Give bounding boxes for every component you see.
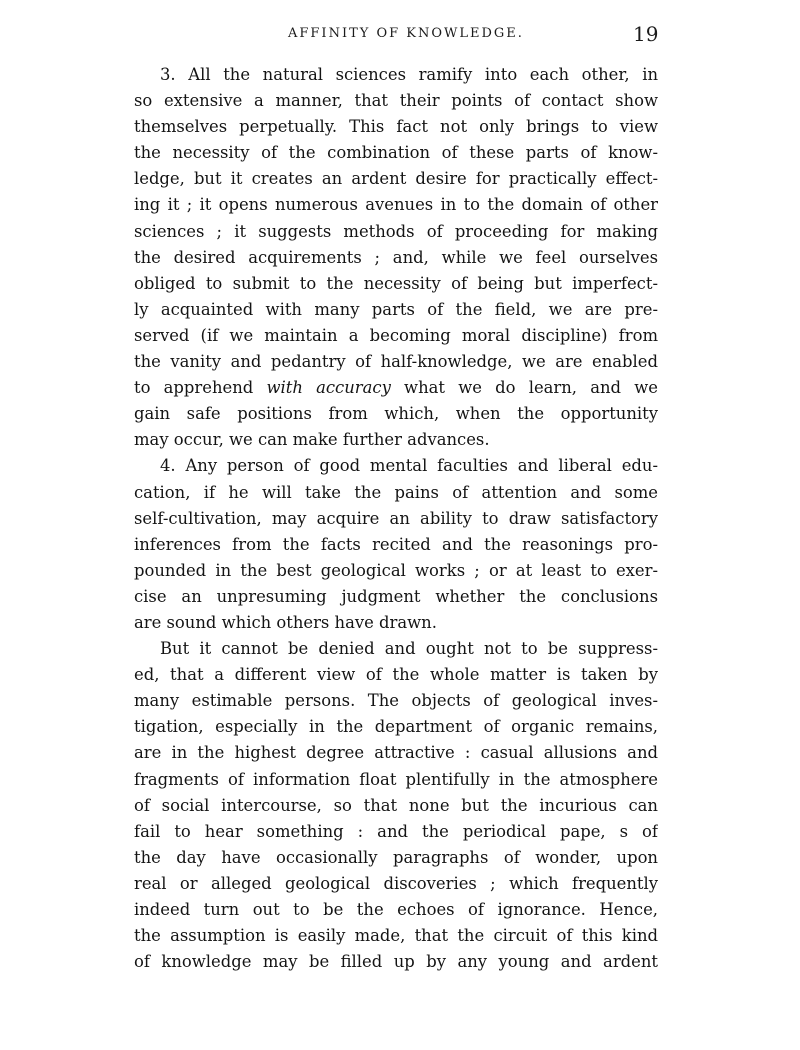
text-line: served (if we maintain a becoming moral discipline) from — [134, 325, 658, 345]
text-line: ledge, but it creates an ardent desire for practically effect- — [134, 169, 658, 189]
text-line: the assumption is easily made, that the circuit of this kind — [134, 926, 658, 946]
text-line: the day have occasionally paragraphs of wonder, upon — [134, 847, 658, 867]
text-run: to apprehend — [134, 378, 267, 398]
text-line: inferences from the facts recited and the reasonings pro- — [134, 534, 658, 554]
text-line: the desired acquirements ; and, while we feel ourselves — [134, 247, 658, 267]
text-line-with-italic — [134, 375, 658, 401]
text-line: are in the highest degree attractive : casual allusions and — [134, 743, 658, 763]
text-line: indeed turn out to be the echoes of ignorance. Hence, — [134, 900, 658, 919]
text-line: many estimable persons. The objects of geological inves- — [134, 691, 658, 711]
paragraph-but — [134, 636, 658, 975]
text-line: real or alleged geological discoveries ; which frequently — [134, 873, 658, 893]
text-line: the vanity and pedantry of half-knowledge, we are enabled — [134, 352, 658, 372]
text-line: the necessity of the combination of these parts of know- — [134, 143, 658, 163]
text-line: of knowledge may be filled up by any young and ardent — [134, 952, 658, 972]
text-line: cation, if he will take the pains of attention and some — [134, 482, 658, 502]
italic-emphasis: with accuracy — [266, 378, 391, 398]
text-line: 4. Any person of good mental faculties and liberal edu- — [160, 456, 658, 476]
paragraph-3 — [134, 62, 658, 453]
text-line: tigation, especially in the department of organic remains, — [134, 717, 658, 737]
text-line: self-cultivation, may acquire an ability to draw satisfactory — [134, 508, 658, 528]
body-text — [134, 62, 658, 975]
running-title: AFFINITY OF KNOWLEDGE. — [288, 26, 524, 41]
text-run: what we do learn, and we — [390, 378, 658, 398]
page-number: 19 — [633, 22, 659, 46]
text-line: are sound which others have drawn. — [134, 612, 437, 632]
text-line: fragments of information float plentifully in the atmosphere — [134, 769, 658, 789]
text-line: But it cannot be denied and ought not to be suppress- — [160, 639, 658, 659]
text-line: ly acquainted with many parts of the field, we are pre- — [134, 299, 658, 319]
text-line: 3. All the natural sciences ramify into each other, in — [160, 65, 658, 84]
paragraph-4 — [134, 453, 658, 636]
text-line: obliged to submit to the necessity of being but imperfect- — [134, 273, 658, 293]
text-line: so extensive a manner, that their points of contact show — [134, 91, 658, 111]
text-line: pounded in the best geological works ; or at least to exer- — [134, 560, 658, 580]
text-line: fail to hear something : and the periodical pape, s of — [134, 821, 658, 841]
text-line: themselves perpetually. This fact not only brings to view — [134, 117, 658, 137]
text-line: may occur, we can make further advances. — [134, 430, 490, 450]
text-line: ed, that a different view of the whole matter is taken by — [134, 665, 658, 685]
text-line: gain safe positions from which, when the opportunity — [134, 404, 658, 424]
text-line: ing it ; it opens numerous avenues in to the domain of other — [134, 195, 658, 215]
text-line: sciences ; it suggests methods of proceeding for making — [134, 221, 658, 241]
text-line: cise an unpresuming judgment whether the conclusions — [134, 586, 658, 606]
running-head — [0, 22, 800, 50]
text-line: of social intercourse, so that none but the incurious can — [134, 795, 658, 815]
